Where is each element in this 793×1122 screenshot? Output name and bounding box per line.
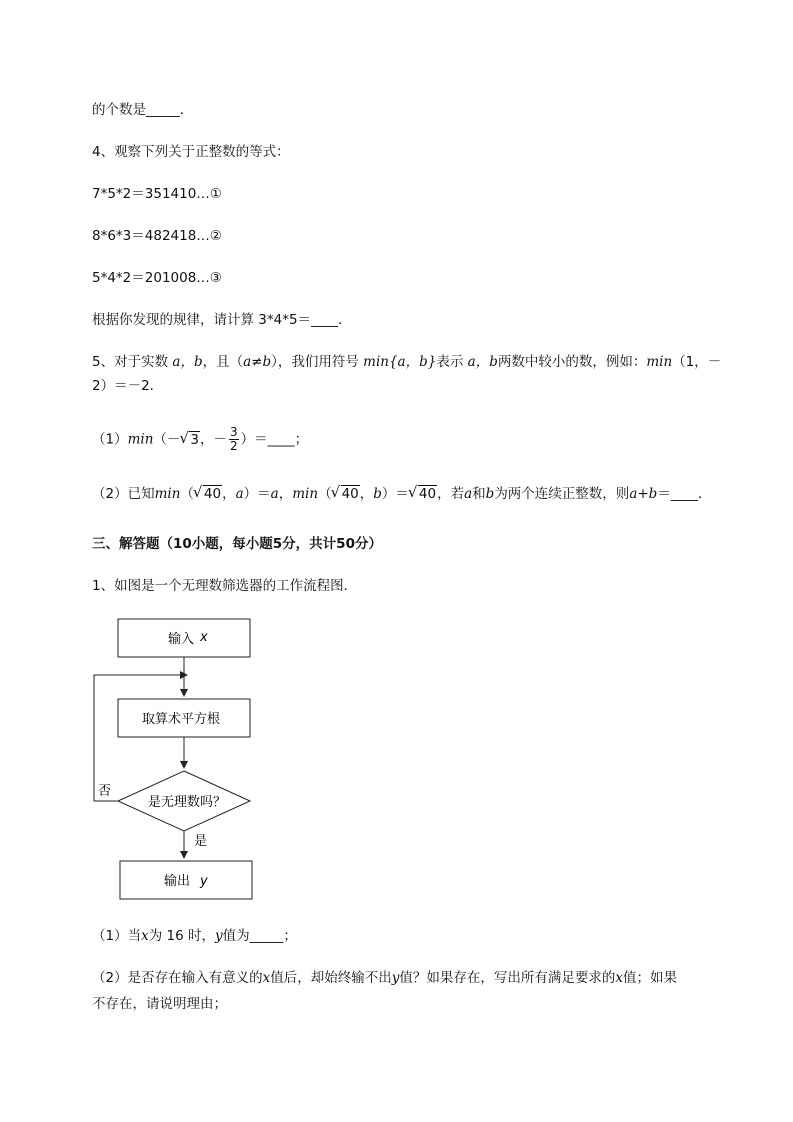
q5p1-text-d: ）＝____； bbox=[240, 431, 309, 448]
q5p2-var-a-1: a bbox=[235, 486, 244, 502]
s3p1-var-x: x bbox=[141, 928, 149, 944]
s3p2-text-c: 值？如果存在，写出所有满足要求的 bbox=[399, 970, 616, 986]
q5p2-var-a-2: a bbox=[270, 486, 279, 502]
flow-no-label: 否 bbox=[98, 784, 112, 799]
q5p2-text-d: ）＝ bbox=[243, 486, 271, 502]
q5p2-text-g: ， bbox=[359, 486, 374, 502]
q5p2-min-1: min bbox=[154, 486, 181, 502]
q5-text-b: ，且（ bbox=[202, 354, 244, 370]
flow-sqrt-label: 取算术平方根 bbox=[142, 712, 221, 727]
q5-min-ab: min{a，b} bbox=[363, 354, 437, 370]
q5p2-text-a: （2）已知 bbox=[92, 486, 155, 502]
s3p2-var-x-1: x bbox=[262, 970, 271, 986]
sqrt-40-3: √ 40 bbox=[418, 485, 437, 502]
s3p2-text-b: 值后，却始终输不出 bbox=[270, 970, 392, 986]
q5p2-var-b-2: b bbox=[485, 486, 495, 502]
flow-output-label: 输出 bbox=[164, 874, 191, 889]
q5-a-neq-b: a≠b bbox=[243, 354, 272, 370]
q5p2-text-b: （ bbox=[180, 486, 194, 502]
s3p2-text-a: （2）是否存在输入有意义的 bbox=[92, 970, 263, 986]
q5-text-e: 两数中较小的数，例如： bbox=[497, 354, 647, 370]
q5p2-text-j: 和 bbox=[472, 486, 486, 502]
sqrt-3: √ 3 bbox=[189, 431, 200, 448]
question-5-part-1 bbox=[92, 426, 308, 453]
fraction-numerator: 3 bbox=[230, 425, 238, 439]
q5p2-var-a-3: a bbox=[464, 486, 473, 502]
flow-input-label: 输入 bbox=[168, 632, 195, 647]
q5-text-c: ），我们用符号 bbox=[271, 354, 359, 370]
flowchart bbox=[90, 615, 265, 905]
s3p1-text-a: （1）当 bbox=[92, 928, 142, 944]
q5p2-text-f: （ bbox=[318, 486, 332, 502]
s3p1-var-y: y bbox=[214, 928, 223, 944]
sqrt-40-2: √ 40 bbox=[341, 485, 360, 502]
q5-var-ab: a，b bbox=[172, 354, 203, 370]
question-5-line-2: 2）＝－2． bbox=[92, 378, 164, 394]
continued-text: 的个数是_____． bbox=[92, 102, 194, 118]
s3p2-text-d: 值；如果 bbox=[622, 970, 677, 986]
question-5-line-1 bbox=[92, 352, 721, 372]
question-4-equation-2: 8*6*3＝482418…② bbox=[92, 228, 222, 244]
fraction-denominator: 2 bbox=[230, 439, 238, 453]
s3-q1-part-2-line-2: 不存在，请说明理由； bbox=[92, 996, 227, 1012]
question-4-equation-1: 7*5*2＝351410…① bbox=[92, 186, 222, 202]
q5p2-text-k: 为两个连续正整数，则 bbox=[494, 486, 630, 502]
q5p2-text-i: ，若 bbox=[437, 486, 465, 502]
q5p2-min-2: min bbox=[292, 486, 319, 502]
q5-var-ab-2: a，b bbox=[467, 354, 498, 370]
flow-output-var: y bbox=[200, 874, 208, 889]
s3-q1-part-1 bbox=[92, 926, 297, 946]
q5p2-text-h: ）＝ bbox=[381, 486, 409, 502]
flow-yes-label: 是 bbox=[194, 834, 208, 849]
q5-min-example: min bbox=[646, 354, 673, 370]
section-3-heading: 三、解答题（10小题，每小题5分，共计50分） bbox=[92, 536, 382, 552]
section-3-question-1: 1、如图是一个无理数筛选器的工作流程图． bbox=[92, 578, 358, 594]
flow-input-var: x bbox=[200, 630, 208, 645]
q5p2-text-c: ， bbox=[222, 486, 236, 502]
flow-decision-label: 是无理数吗？ bbox=[148, 795, 227, 810]
sqrt-40-1: √ 40 bbox=[203, 485, 222, 502]
question-4-title: 4、观察下列关于正整数的等式： bbox=[92, 144, 290, 160]
fraction-3-2 bbox=[229, 426, 239, 453]
s3p2-var-y: y bbox=[391, 970, 400, 986]
question-5-part-2 bbox=[92, 484, 711, 504]
s3-q1-part-2 bbox=[92, 968, 677, 988]
q5p1-text-c: ，－ bbox=[200, 431, 228, 448]
s3p1-text-b: 为 16 时， bbox=[148, 928, 215, 944]
question-4-prompt: 根据你发现的规律，请计算 3*4*5＝____． bbox=[92, 312, 352, 328]
q5p1-text-a: （1） bbox=[92, 431, 128, 448]
q5-text-f: （1，－ bbox=[672, 354, 722, 370]
q5p2-text-e: ， bbox=[278, 486, 293, 502]
q5p1-min: min bbox=[127, 431, 154, 448]
q5p2-text-l: ＝____． bbox=[657, 486, 712, 502]
q5-text-d: 表示 bbox=[436, 354, 464, 370]
q5-text-a: 5、对于实数 bbox=[92, 354, 169, 370]
s3p2-var-x-2: x bbox=[615, 970, 623, 986]
q5p1-text-b: （－ bbox=[153, 431, 181, 448]
q5p2-a-plus-b: a+b bbox=[629, 486, 658, 502]
s3p1-text-c: 值为_____； bbox=[222, 928, 297, 944]
question-4-equation-3: 5*4*2＝201008…③ bbox=[92, 270, 222, 286]
q5p2-var-b-1: b bbox=[373, 486, 382, 502]
